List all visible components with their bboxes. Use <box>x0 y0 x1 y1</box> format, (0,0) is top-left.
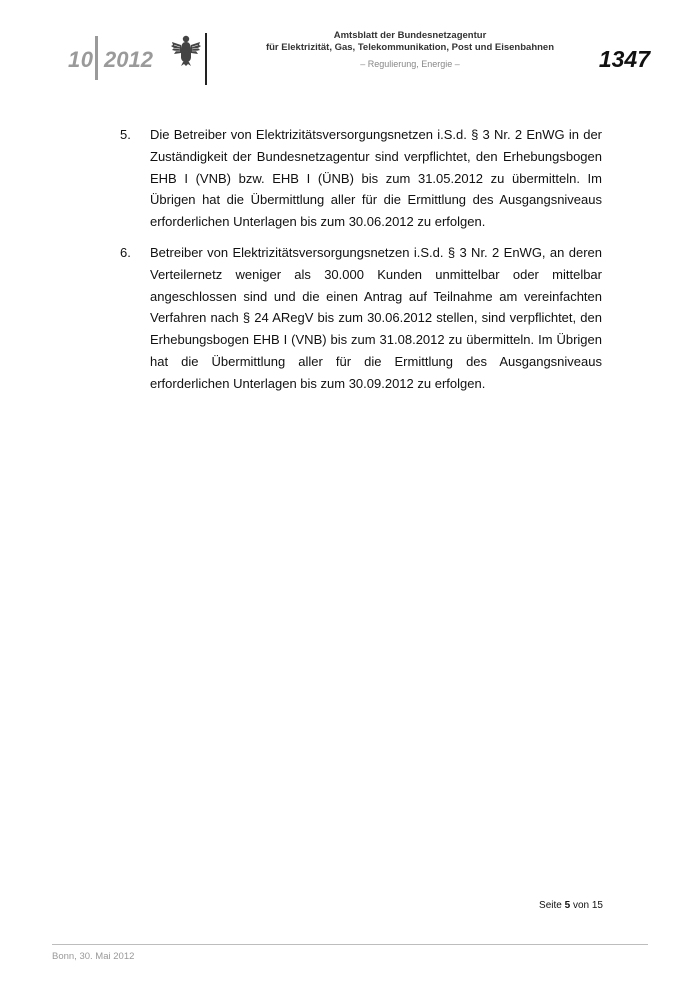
list-item-text: Betreiber von Elektrizitätsversorgungsnetzen i.S.d. § 3 Nr. 2 EnWG, an deren Verteilernetz weniger als 30.000 Kunden unmittelbar oder mittelbar angeschlossen sind und die einen Antrag auf Teilnahme am vereinfachten Verfahren nach § 24 ARegV bis zum 30.06.2012 stellen, sind verpflichtet, den Erhebungsbogen EHB I (VNB) bis zum 31.08.2012 zu übermitteln. Im Übrigen hat die Übermittlung aller für die Ermittlung des Ausgangsniveaus erforderlichen Unterlagen bis zum 30.09.2012 zu erfolgen. <box>150 244 602 391</box>
publication-title: Amtsblatt der Bundesnetzagentur <box>333 30 487 41</box>
issue-number: 10 <box>68 47 94 72</box>
page-header <box>0 0 700 90</box>
publication-title-block <box>210 30 610 69</box>
footer-place-date: Bonn, 30. Mai 2012 <box>52 951 135 962</box>
federal-eagle-icon <box>170 33 202 67</box>
page-count-suffix: von 15 <box>570 900 603 911</box>
list-item-number: 6. <box>120 244 131 260</box>
list-item <box>120 124 602 233</box>
issue-year: 2012 <box>104 47 153 72</box>
page-number: 1347 <box>598 46 650 72</box>
header-divider <box>95 36 98 80</box>
document-body <box>120 124 602 404</box>
page-count-prefix: Seite <box>539 900 565 911</box>
publication-subtitle: für Elektrizität, Gas, Telekommunikation, Post und Eisenbahnen <box>265 42 555 53</box>
list-item <box>120 242 602 395</box>
page-count <box>539 900 603 911</box>
list-item-text: Die Betreiber von Elektrizitätsversorgungsnetzen i.S.d. § 3 Nr. 2 EnWG in der Zuständigkeit der Bundesnetzagentur sind verpflichtet, den Erhebungsbogen EHB I (VNB) bzw. EHB I (ÜNB) bis zum 31.05.2012 zu übermitteln. Im Übrigen hat die Übermittlung aller für die Ermittlung des Ausgangsniveaus erforderlichen Unterlagen bis zum 30.06.2012 zu erfolgen. <box>150 127 602 230</box>
list-item-number: 5. <box>120 127 131 142</box>
header-rule <box>205 33 207 85</box>
page-count-current: 5 <box>564 900 571 911</box>
footer-divider <box>52 944 648 945</box>
publication-section: – Regulierung, Energie – <box>360 59 460 69</box>
